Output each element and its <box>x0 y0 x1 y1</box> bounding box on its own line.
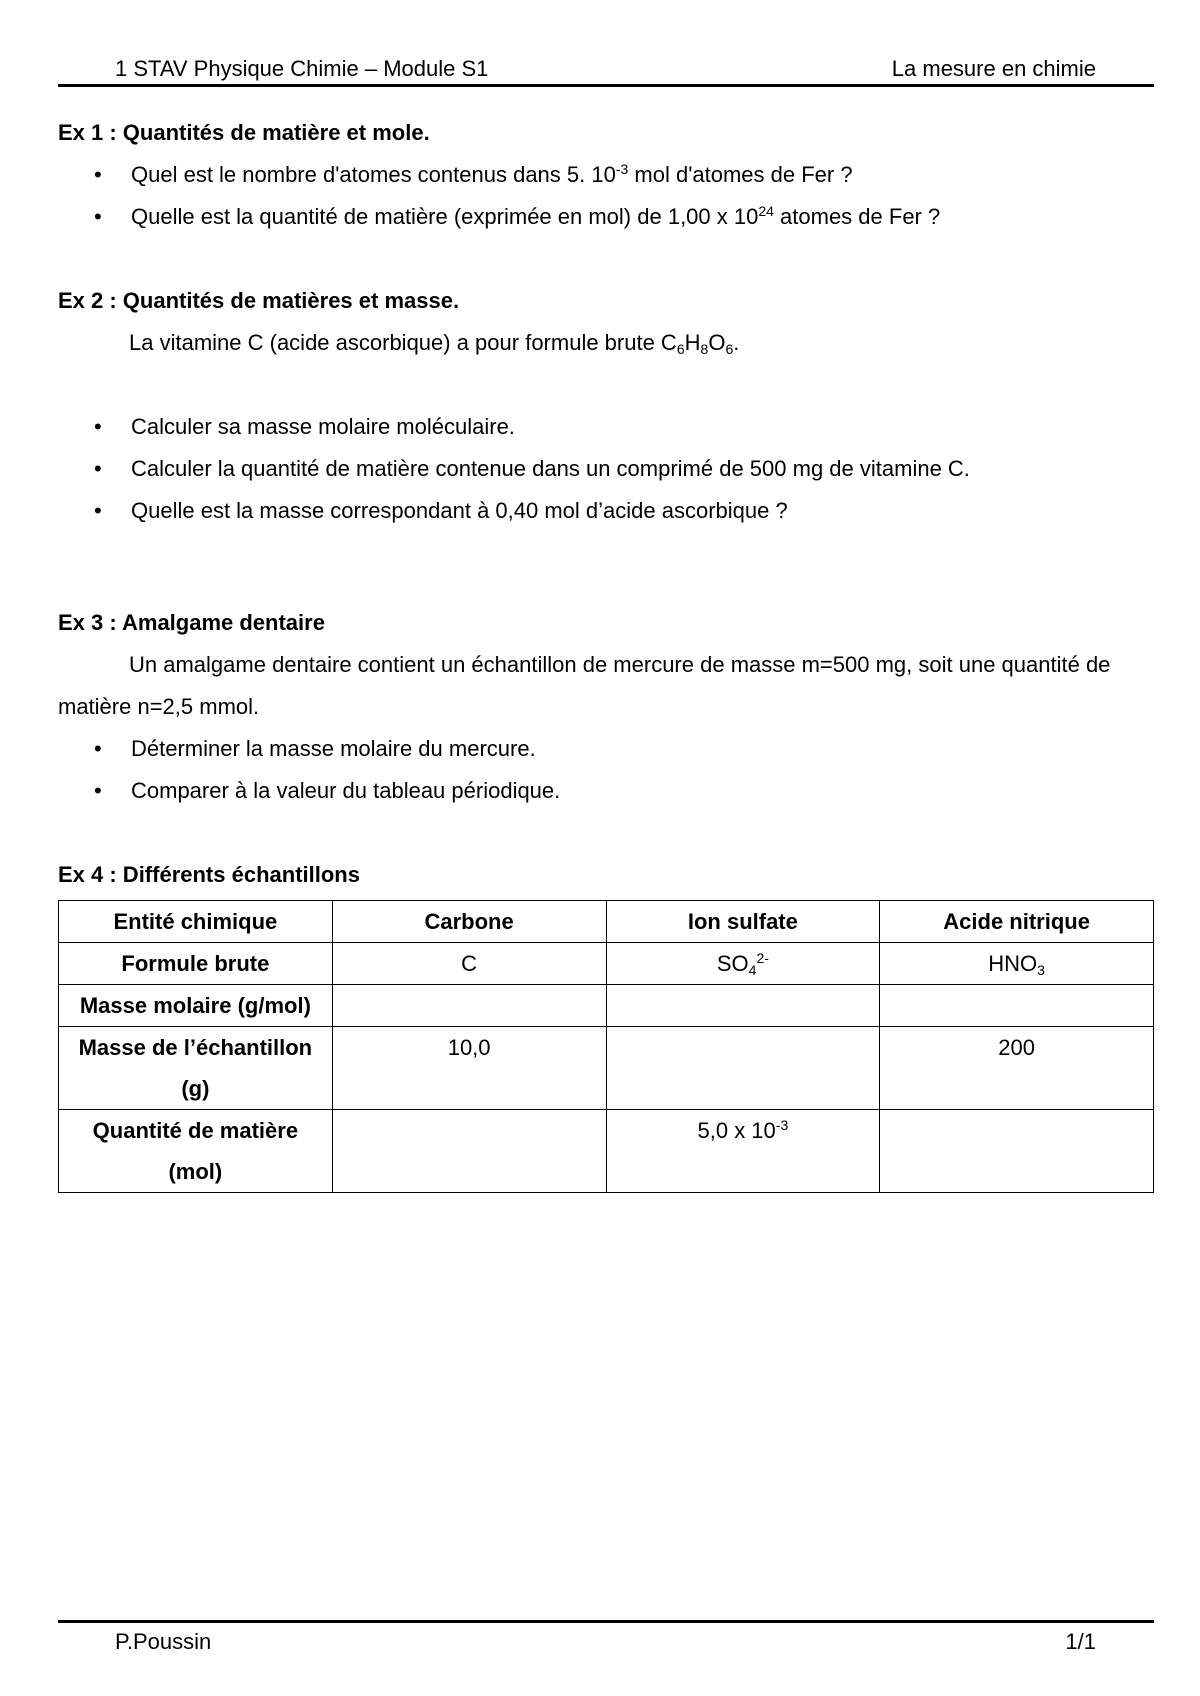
header-topic: La mesure en chimie <box>891 56 1096 81</box>
table-cell <box>880 1110 1154 1193</box>
row-label: Masse de l’échantillon (g) <box>59 1027 333 1110</box>
table-cell: 10,0 <box>332 1027 606 1110</box>
page-footer <box>58 1620 1154 1663</box>
exercise-1-title: Ex 1 : Quantités de matière et mole. <box>58 120 430 145</box>
page-number: 1/1 <box>1065 1629 1096 1654</box>
table-cell <box>332 1110 606 1193</box>
table-row <box>59 1027 1154 1110</box>
exercise-3-title: Ex 3 : Amalgame dentaire <box>58 610 325 635</box>
exercise-2-intro: La vitamine C (acide ascorbique) a pour formule brute $C_6H_8O_6$. <box>129 330 740 357</box>
list-item: • Calculer la quantité de matière contenue dans un comprimé de 500 mg de vitamine C. <box>58 448 1154 490</box>
table-cell: $SO_4^{2-}$ <box>606 943 880 985</box>
table-header-cell: Acide nitrique <box>880 901 1154 943</box>
table-row <box>59 985 1154 1027</box>
exercise-3-questions <box>58 728 1154 812</box>
table-cell <box>606 1027 880 1110</box>
row-label: Quantité de matière (mol) <box>59 1110 333 1193</box>
main-content <box>58 112 1154 1193</box>
list-item: • Quel est le nombre d'atomes contenus dans 5. $10^{-3}$ mol d'atomes de Fer ? <box>58 154 1154 196</box>
page-header <box>58 56 1154 87</box>
table-cell <box>880 985 1154 1027</box>
exercise-3 <box>58 602 1154 812</box>
exercise-1 <box>58 112 1154 238</box>
list-item: • Calculer sa masse molaire moléculaire. <box>58 406 1154 448</box>
table-cell <box>332 985 606 1027</box>
exercise-2-questions <box>58 406 1154 532</box>
row-label: Masse molaire (g/mol) <box>59 985 333 1027</box>
table-row <box>59 943 1154 985</box>
samples-table <box>58 900 1154 1193</box>
table-header-row <box>59 901 1154 943</box>
list-item: • Déterminer la masse molaire du mercure. <box>58 728 1154 770</box>
exercise-3-paragraph: Un amalgame dentaire contient un échantillon de mercure de masse m=500 mg, soit une quantité de matière n=2,5 mmol. <box>58 652 1111 719</box>
list-item: • Quelle est la masse correspondant à 0,40 mol d’acide ascorbique ? <box>58 490 1154 532</box>
header-course: 1 STAV Physique Chimie – Module S1 <box>115 56 489 81</box>
table-cell: 5,0 x $10^{-3}$ <box>606 1110 880 1193</box>
exercise-4 <box>58 854 1154 1193</box>
table-header-cell: Carbone <box>332 901 606 943</box>
exercise-4-title: Ex 4 : Différents échantillons <box>58 862 360 887</box>
exercise-2 <box>58 280 1154 532</box>
table-cell: $HNO_3$ <box>880 943 1154 985</box>
table-row <box>59 1110 1154 1193</box>
row-label: Formule brute <box>59 943 333 985</box>
exercise-1-questions <box>58 154 1154 238</box>
table-cell: C <box>332 943 606 985</box>
list-item: • Comparer à la valeur du tableau périodique. <box>58 770 1154 812</box>
table-header-cell: Entité chimique <box>59 901 333 943</box>
list-item: • Quelle est la quantité de matière (exprimée en mol) de 1,00 x $10^{24}$ atomes de Fer ? <box>58 196 1154 238</box>
footer-author: P.Poussin <box>115 1629 212 1654</box>
exercise-2-title: Ex 2 : Quantités de matières et masse. <box>58 288 460 313</box>
table-header-cell: Ion sulfate <box>606 901 880 943</box>
table-cell: 200 <box>880 1027 1154 1110</box>
table-cell <box>606 985 880 1027</box>
